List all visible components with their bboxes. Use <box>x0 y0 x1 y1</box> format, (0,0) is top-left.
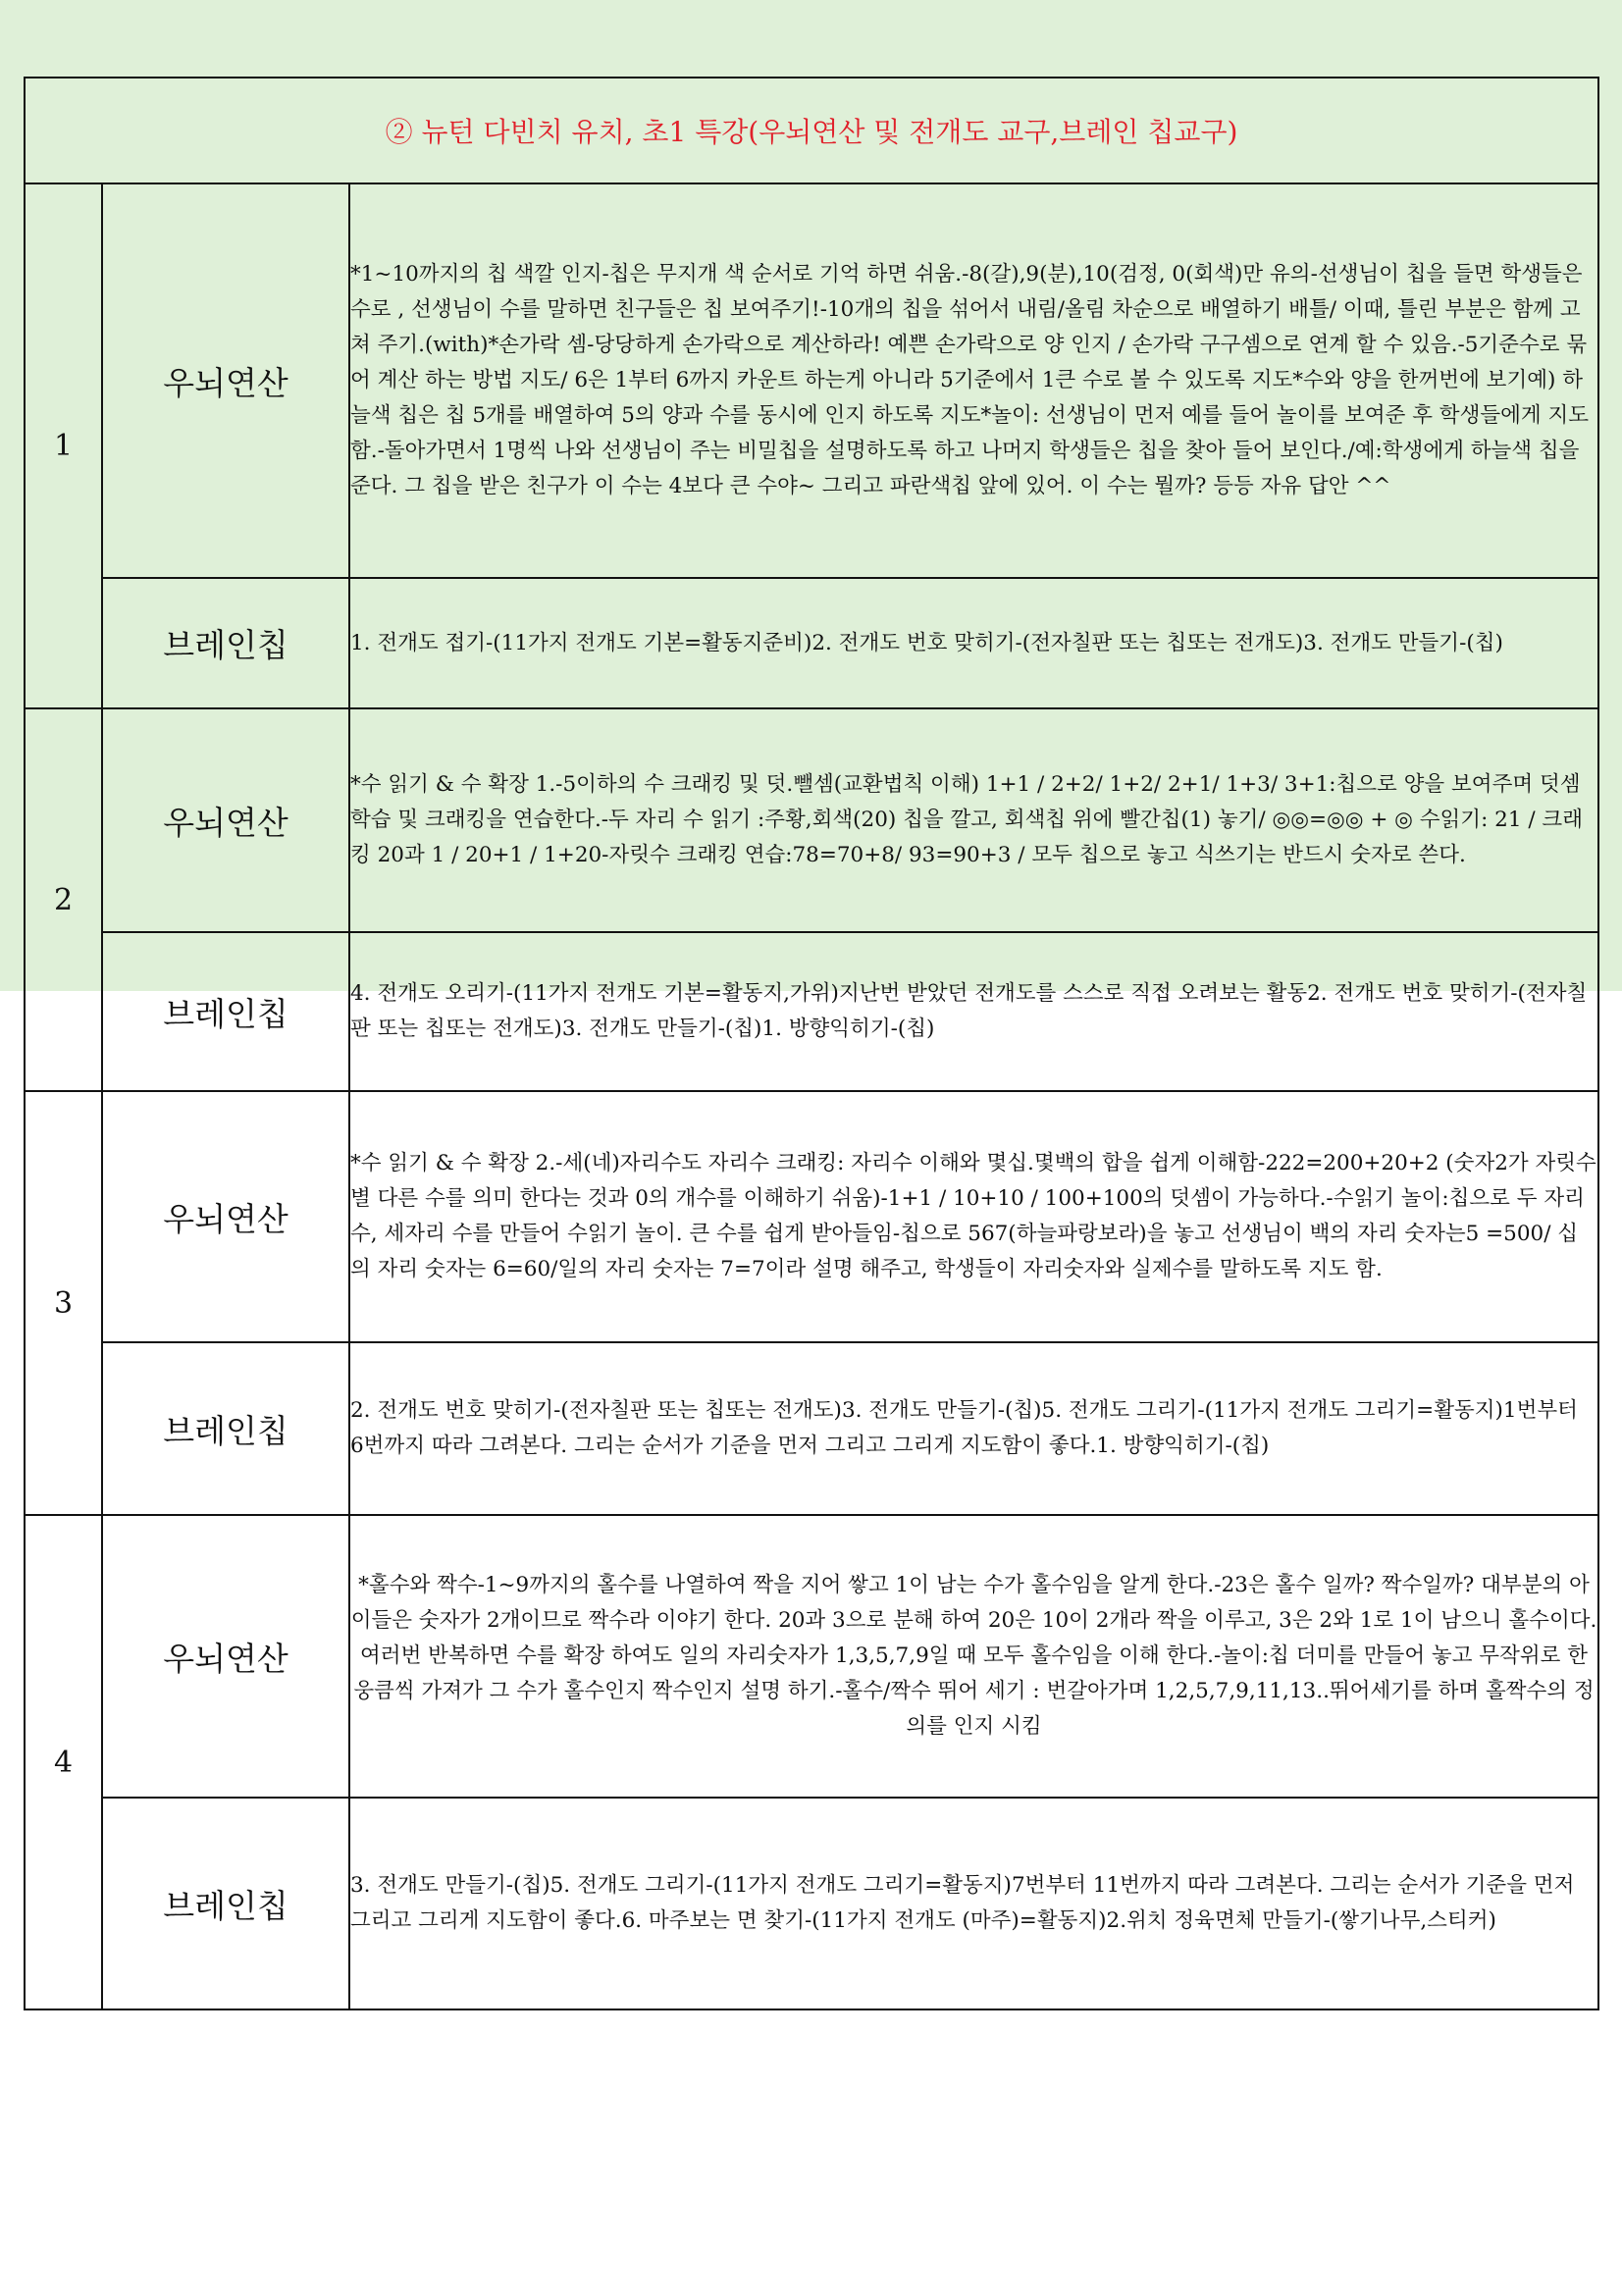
table-row <box>25 1342 1598 1515</box>
subject-label: 브레인칩 <box>102 932 349 1091</box>
table-row <box>25 1091 1598 1342</box>
session-number: 3 <box>25 1091 102 1515</box>
subject-label: 브레인칩 <box>102 1798 349 2009</box>
lesson-content: 2. 전개도 번호 맞히기-(전자칠판 또는 칩또는 전개도)3. 전개도 만들기-(칩)5. 전개도 그리기-(11가지 전개도 그리기=활동지)1번부터 6번까지 따라 그려본다. 그리는 순서가 기준을 먼저 그리고 그리게 지도함이 좋다.1. 방향익히기-(칩) <box>349 1342 1598 1515</box>
table-row <box>25 1798 1598 2009</box>
session-number: 1 <box>25 183 102 708</box>
subject-label: 우뇌연산 <box>102 1091 349 1342</box>
session-number: 2 <box>25 708 102 1091</box>
table-row <box>25 183 1598 578</box>
subject-label: 브레인칩 <box>102 1342 349 1515</box>
subject-label: 우뇌연산 <box>102 1515 349 1798</box>
lesson-content: *수 읽기 & 수 확장 2.-세(네)자리수도 자리수 크래킹: 자리수 이해와 몇십.몇백의 합을 쉽게 이해함-222=200+20+2 (숫자2가 자릿수별 다른 수를 의미 한다는 것과 0의 개수를 이해하기 쉬움)-1+1 / 10+10 / 100+100의 덧셈이 가능하다.-수읽기 놀이:칩으로 두 자리수, 세자리 수를 만들어 수읽기 놀이. 큰 수를 쉽게 받아들임-칩으로 567(하늘파랑보라)을 놓고 선생님이 백의 자리 숫자는5 =500/ 십의 자리 숫자는 6=60/일의 자리 숫자는 7=7이라 설명 해주고, 학생들이 자리숫자와 실제수를 말하도록 지도 함. <box>349 1091 1598 1342</box>
curriculum-table <box>24 77 1599 2010</box>
lesson-content: 1. 전개도 접기-(11가지 전개도 기본=활동지준비)2. 전개도 번호 맞히기-(전자칠판 또는 칩또는 전개도)3. 전개도 만들기-(칩) <box>349 578 1598 708</box>
title-row <box>25 78 1598 183</box>
table-row <box>25 708 1598 932</box>
page-title: ② 뉴턴 다빈치 유치, 초1 특강(우뇌연산 및 전개도 교구,브레인 칩교구) <box>25 78 1598 183</box>
lesson-content: 3. 전개도 만들기-(칩)5. 전개도 그리기-(11가지 전개도 그리기=활동지)7번부터 11번까지 따라 그려본다. 그리는 순서가 기준을 먼저 그리고 그리게 지도함이 좋다.6. 마주보는 면 찾기-(11가지 전개도 (마주)=활동지)2.위치 정육면체 만들기-(쌓기나무,스티커) <box>349 1798 1598 2009</box>
lesson-content: *1~10까지의 칩 색깔 인지-칩은 무지개 색 순서로 기억 하면 쉬움.-8(갈),9(분),10(검정, 0(회색)만 유의-선생님이 칩을 들면 학생들은 수로 , 선생님이 수를 말하면 친구들은 칩 보여주기!-10개의 칩을 섞어서 내림/올림 차순으로 배열하기 배틀/ 이때, 틀린 부분은 함께 고쳐 주기.(with)*손가락 셈-당당하게 손가락으로 계산하라! 예쁜 손가락으로 양 인지 / 손가락 구구셈으로 연계 할 수 있음.-5기준수로 묶어 계산 하는 방법 지도/ 6은 1부터 6까지 카운트 하는게 아니라 5기준에서 1큰 수로 볼 수 있도록 지도*수와 양을 한꺼번에 보기예) 하늘색 칩은 칩 5개를 배열하여 5의 양과 수를 동시에 인지 하도록 지도*놀이: 선생님이 먼저 예를 들어 놀이를 보여준 후 학생들에게 지도 함.-돌아가면서 1명씩 나와 선생님이 주는 비밀칩을 설명하도록 하고 나머지 학생들은 칩을 찾아 들어 보인다./예:학생에게 하늘색 칩을 준다. 그 칩을 받은 친구가 이 수는 4보다 큰 수야~ 그리고 파란색칩 앞에 있어. 이 수는 뭘까? 등등 자유 답안 ^^ <box>349 183 1598 578</box>
table-row <box>25 578 1598 708</box>
lesson-content: 4. 전개도 오리기-(11가지 전개도 기본=활동지,가위)지난번 받았던 전개도를 스스로 직접 오려보는 활동2. 전개도 번호 맞히기-(전자칠판 또는 칩또는 전개도)3. 전개도 만들기-(칩)1. 방향익히기-(칩) <box>349 932 1598 1091</box>
lesson-content: *수 읽기 & 수 확장 1.-5이하의 수 크래킹 및 덧.뺄셈(교환법칙 이해) 1+1 / 2+2/ 1+2/ 2+1/ 1+3/ 3+1:칩으로 양을 보여주며 덧셈 학습 및 크래킹을 연습한다.-두 자리 수 읽기 :주황,회색(20) 칩을 깔고, 회색칩 위에 빨간칩(1) 놓기/ ◎◎=◎◎ + ◎ 수읽기: 21 / 크래킹 20과 1 / 20+1 / 1+20-자릿수 크래킹 연습:78=70+8/ 93=90+3 / 모두 칩으로 놓고 식쓰기는 반드시 숫자로 쓴다. <box>349 708 1598 932</box>
subject-label: 우뇌연산 <box>102 183 349 578</box>
session-number: 4 <box>25 1515 102 2009</box>
subject-label: 브레인칩 <box>102 578 349 708</box>
table-row <box>25 1515 1598 1798</box>
subject-label: 우뇌연산 <box>102 708 349 932</box>
lesson-content: *홀수와 짝수-1~9까지의 홀수를 나열하여 짝을 지어 쌓고 1이 남는 수가 홀수임을 알게 한다.-23은 홀수 일까? 짝수일까? 대부분의 아이들은 숫자가 2개이므로 짝수라 이야기 한다. 20과 3으로 분해 하여 20은 10이 2개라 짝을 이루고, 3은 2와 1로 1이 남으니 홀수이다.여러번 반복하면 수를 확장 하여도 일의 자리숫자가 1,3,5,7,9일 때 모두 홀수임을 이해 한다.-놀이:칩 더미를 만들어 놓고 무작위로 한웅큼씩 가져가 그 수가 홀수인지 짝수인지 설명 하기.-홀수/짝수 뛰어 세기 : 번갈아가며 1,2,5,7,9,11,13..뛰어세기를 하며 홀짝수의 정의를 인지 시킴 <box>349 1515 1598 1798</box>
table-row <box>25 932 1598 1091</box>
